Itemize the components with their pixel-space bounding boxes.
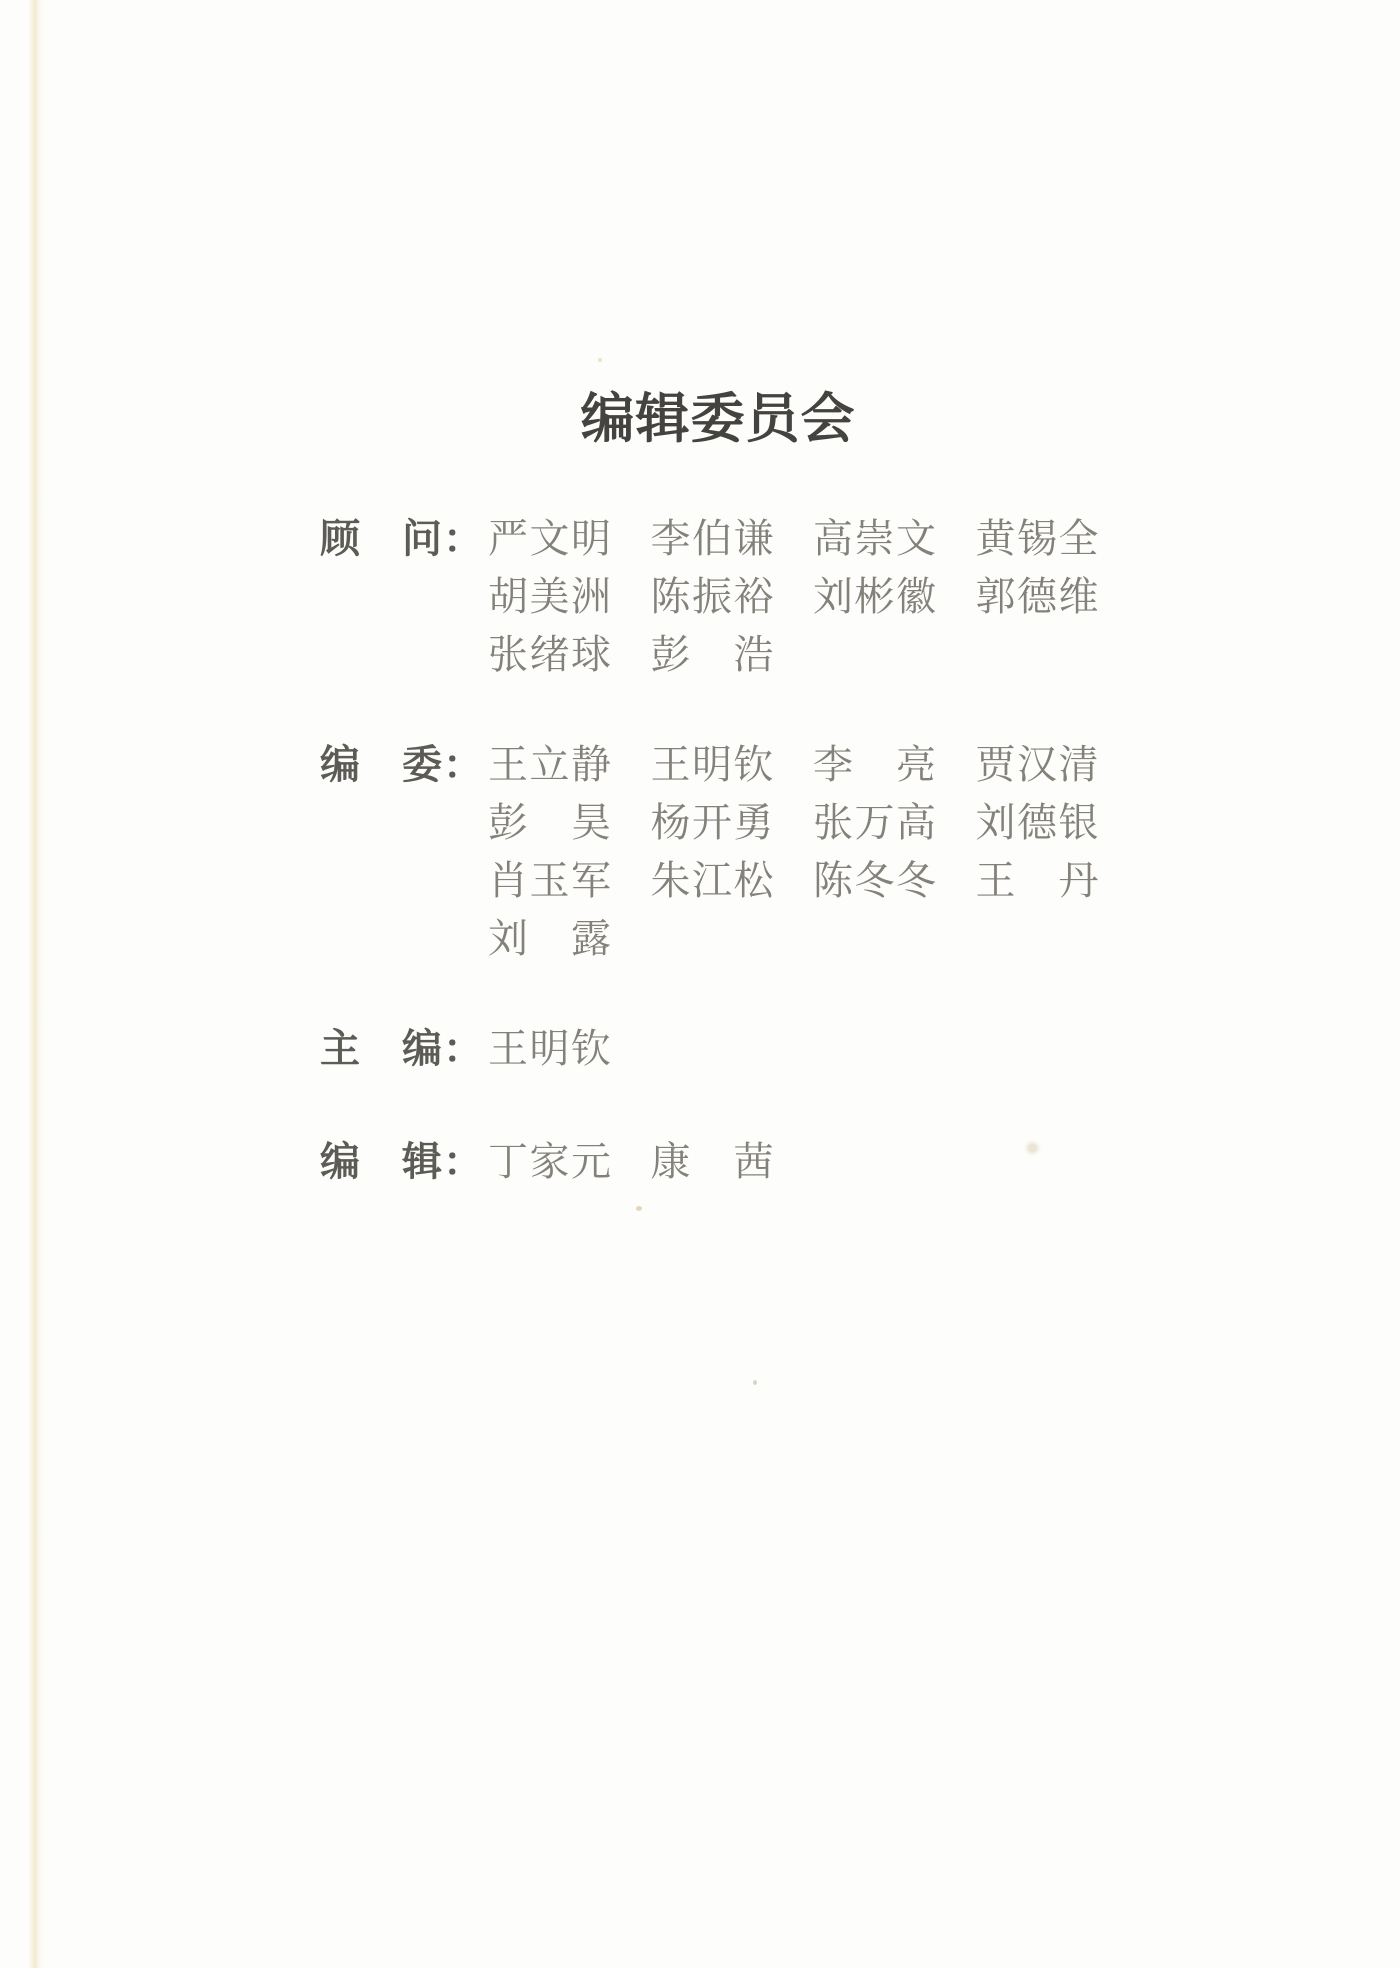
person-name: 彭 昊 <box>488 800 613 845</box>
names-row <box>488 910 1100 968</box>
person-name: 王明钦 <box>650 742 775 787</box>
names-list <box>488 1020 613 1078</box>
person-name: 张万高 <box>813 800 938 845</box>
names-row <box>488 1133 775 1191</box>
person-name: 严文明 <box>488 516 613 561</box>
committee-section-主编 <box>320 1020 613 1078</box>
person-name: 高崇文 <box>813 516 938 561</box>
names-row <box>488 568 1100 626</box>
names-list <box>488 1133 775 1191</box>
page-binding-crease <box>28 0 44 1968</box>
names-row <box>488 510 1100 568</box>
person-name: 王明钦 <box>488 1026 613 1071</box>
person-name: 康 茜 <box>650 1139 775 1184</box>
person-name: 丁家元 <box>488 1139 613 1184</box>
person-name: 刘德银 <box>975 800 1100 845</box>
person-name: 黄锡全 <box>975 516 1100 561</box>
page-title: 编辑委员会 <box>580 389 856 449</box>
role-label: 编 辑： <box>320 1139 484 1184</box>
committee-section-编辑 <box>320 1133 775 1191</box>
role-label: 主 编： <box>320 1026 484 1071</box>
names-row <box>488 852 1100 910</box>
names-row <box>488 1020 613 1078</box>
person-name: 胡美洲 <box>488 574 613 619</box>
names-row <box>488 736 1100 794</box>
role-label: 顾 问： <box>320 516 484 561</box>
person-name: 陈振裕 <box>650 574 775 619</box>
role-label: 编 委： <box>320 742 484 787</box>
person-name: 朱江松 <box>650 858 775 903</box>
names-list <box>488 736 1100 968</box>
person-name: 杨开勇 <box>650 800 775 845</box>
person-name: 张绪球 <box>488 632 613 677</box>
scan-speck <box>636 1206 642 1211</box>
person-name: 李 亮 <box>813 742 938 787</box>
person-name: 郭德维 <box>975 574 1100 619</box>
person-name: 贾汉清 <box>975 742 1100 787</box>
person-name: 肖玉军 <box>488 858 613 903</box>
scan-speck <box>598 358 602 362</box>
scan-speck <box>1028 1144 1037 1152</box>
names-row <box>488 626 1100 684</box>
names-row <box>488 794 1100 852</box>
person-name: 刘 露 <box>488 916 613 961</box>
person-name: 陈冬冬 <box>813 858 938 903</box>
person-name: 王立静 <box>488 742 613 787</box>
person-name: 刘彬徽 <box>813 574 938 619</box>
person-name: 李伯谦 <box>650 516 775 561</box>
person-name: 彭 浩 <box>650 632 775 677</box>
person-name: 王 丹 <box>975 858 1100 903</box>
committee-section-顾问 <box>320 510 1100 684</box>
scan-speck <box>753 1380 757 1385</box>
committee-section-编委 <box>320 736 1100 968</box>
names-list <box>488 510 1100 684</box>
